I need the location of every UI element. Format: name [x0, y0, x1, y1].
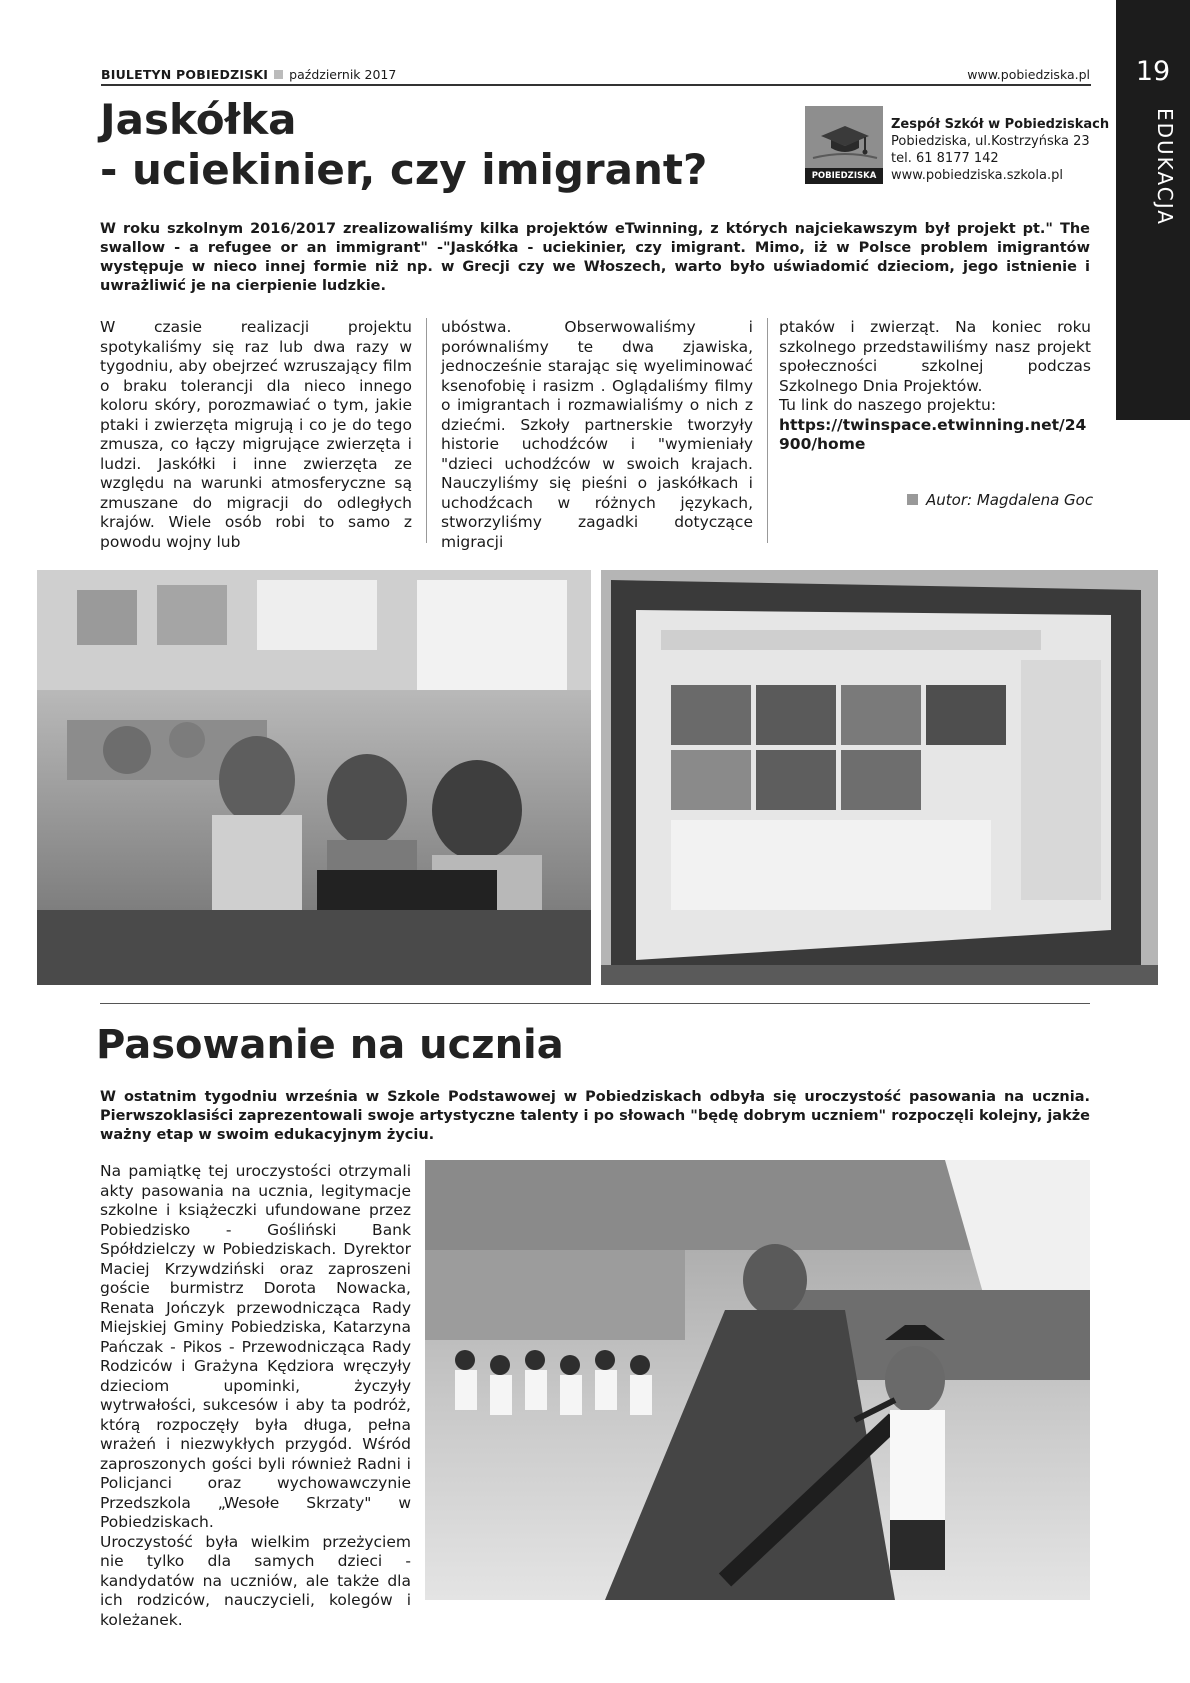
project-link-label: Tu link do naszego projektu:: [779, 396, 997, 414]
column-divider: [426, 318, 427, 543]
column-divider: [767, 318, 768, 543]
issue-date: październik 2017: [289, 67, 397, 82]
article-column-2: ubóstwa. Obserwowaliśmy i porównaliśmy te dwa zjawiska, jednocześnie starając się wyeliminować ksenofobię i rasizm . Oglądaliśmy filmy o imigrantach i rozmawialiśmy o nich z dziećmi. Szkoły partnerskie tworzyły historie uchodźców i "wymieniały "dzieci uchodźców w swoich krajach. Nauczyliśmy się pieśni o jaskółkach i uchodźcach w różnych językach, stworzyliśmy zagadki dotyczące migracji: [441, 318, 753, 551]
article2-paragraph-2: Uroczystość była wielkim przeżyciem nie tylko dla samych dzieci - kandydatów na uczniów, ale także dla ich rodziców, nauczycieli, kolegów i koleżanek.: [100, 1532, 411, 1629]
article-title-line2: - uciekinier, czy imigrant?: [100, 145, 708, 194]
header-divider: [101, 84, 1091, 86]
article-column-1: W czasie realizacji projektu spotykaliśmy się raz lub dwa razy w tygodniu, aby obejrzeć wzruszający film o braku tolerancji dla nieco innego koloru skóry, porozmawiać o tym, jakie ptaki i zwierzęta migrują i co je do tego zmusza, co łączy migrujące zwierzęta i ludzi. Jaskółki i inne zwierzęta ze względu na warunki atmosferyczne są zmuszane do migracji do odległych krajów. Wiele osób robi to samo z powodu wojny lub: [100, 318, 412, 551]
ceremony-photo: [425, 1160, 1090, 1600]
publication-header: [101, 67, 396, 82]
project-link[interactable]: https://twinspace.etwinning.net/24900/home: [779, 415, 1087, 453]
school-info: [891, 116, 1109, 184]
header-website[interactable]: www.pobiedziska.pl: [967, 67, 1090, 82]
column-3-text: ptaków i zwierząt. Na koniec roku szkolnego przedstawiliśmy nasz projekt społeczności szkolnej podczas Szkolnego Dnia Projektów.: [779, 318, 1091, 395]
article2-lead: W ostatnim tygodniu września w Szkole Podstawowej w Pobiedziskach odbyła się uroczystość pasowania na ucznia. Pierwszoklasiści zaprezentowali swoje artystyczne talenty i po słowach "będę dobrym uczniem" rozpoczęli kolejny, jakże ważny etap w swoim edukacyjnym życiu.: [100, 1089, 1090, 1143]
school-website[interactable]: www.pobiedziska.szkola.pl: [891, 168, 1063, 183]
section-tab: [1116, 0, 1190, 420]
school-name: Zespół Szkół w Pobiedziskach: [891, 117, 1110, 132]
article-title: [100, 95, 707, 195]
graduation-cap-icon: [805, 106, 883, 168]
publication-name: BIULETYN POBIEDZISKI: [101, 67, 269, 82]
school-logo: [805, 106, 883, 184]
section-label: EDUKACJA: [1153, 108, 1177, 226]
classroom-photo: [37, 570, 591, 985]
section-divider: [100, 1003, 1090, 1004]
article-lead: W roku szkolnym 2016/2017 zrealizowaliśmy kilka projektów eTwinning, z których najciekawszym był projekt pt." The swallow - a refugee or an immigrant" -"Jaskółka - uciekinier, czy imigrant. Mimo, iż w Polsce problem imigrantów występuje w nieco innej formie niż np. w Grecji czy we Włoszech, warto było uświadomić dzieciom, jego istnienie i uwrażliwić je na cierpienie ludzkie.: [100, 221, 1090, 294]
page-number: 19: [1135, 56, 1171, 87]
header-square-icon: [274, 70, 283, 79]
article2-paragraph-1: Na pamiątkę tej uroczystości otrzymali akty pasowania na ucznia, legitymacje szkolne i książeczki ufundowane przez Pobiedzisko - Gośliński Bank Spółdzielczy w Pobiedziskach. Dyrektor Maciej Krzywdziński oraz zaproszeni goście burmistrz Dorota Nowacka, Renata Jończyk przewodnicząca Rady Miejskiej Gminy Pobiedziska, Katarzyna Pańczak - Pikos - Przewodnicząca Rady Rodziców i Grażyna Kędziora wręczyły dzieciom upominki, życzyły wytrwałości, sukcesów i aby ta podróż, którą rozpoczęły była długa, pełna wrażeń i niezwykłych przygód. Wśród zaproszonych gości byli również Radni i Policjanci oraz wychowawczynie Przedszkola „Wesołe Skrzaty" w Pobiedziskach.: [100, 1162, 411, 1531]
author-name: Autor: Magdalena Goc: [926, 491, 1094, 509]
author-square-icon: [907, 494, 918, 505]
article-author: [907, 491, 1093, 509]
article2-title: Pasowanie na ucznia: [96, 1022, 564, 1068]
school-phone: tel. 61 8177 142: [891, 151, 999, 166]
logo-caption: POBIEDZISKA: [805, 168, 883, 184]
video-conference-photo: [601, 570, 1158, 985]
article2-body: [100, 1162, 411, 1630]
article-title-line1: Jaskółka: [100, 95, 297, 144]
school-address: Pobiedziska, ul.Kostrzyńska 23: [891, 134, 1090, 149]
article-column-3: [779, 318, 1091, 455]
